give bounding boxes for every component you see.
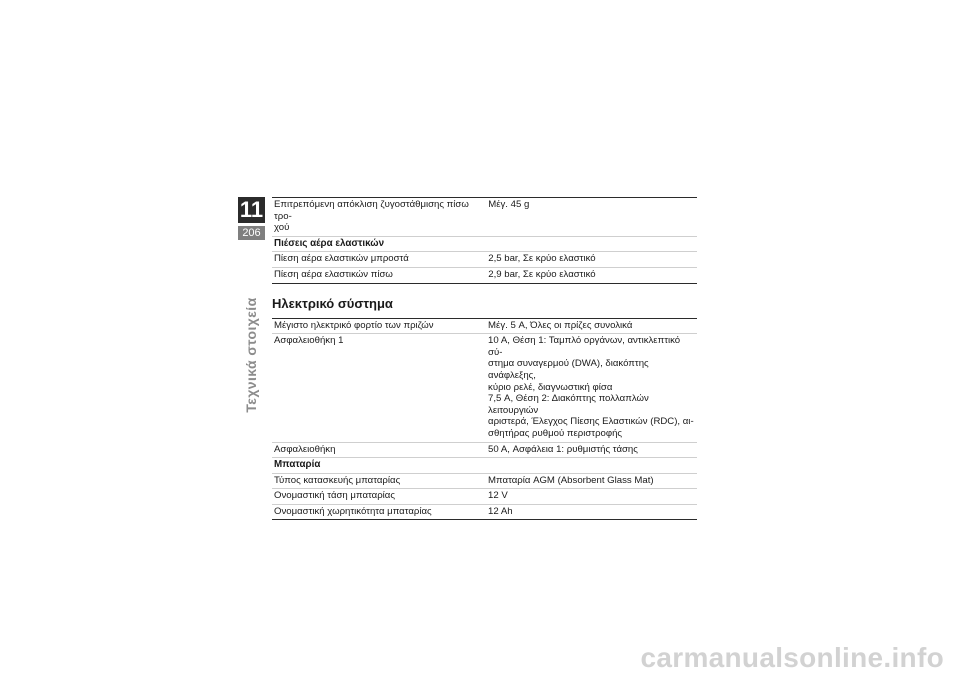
table-row bbox=[272, 504, 697, 520]
page-number: 206 bbox=[238, 226, 265, 240]
spec-label: Πίεση αέρα ελαστικών μπροστά bbox=[272, 252, 484, 268]
spec-value: 2,9 bar, Σε κρύο ελαστικό bbox=[484, 267, 697, 283]
subheading-label: Πιέσεις αέρα ελαστικών bbox=[272, 236, 697, 252]
spec-label: Επιτρεπόμενη απόκλιση ζυγοστάθμισης πίσω τρο- χού bbox=[272, 198, 484, 237]
tire-spec-rows bbox=[272, 198, 697, 284]
table-row bbox=[272, 473, 697, 489]
spec-value: 10 A, Θέση 1: Ταμπλό οργάνων, αντικλεπτικό σύ- στημα συναγερμού (DWA), διακόπτης ανάφλεξης, κύριο ρελέ, διαγνωστική φίσα 7,5 A, Θέση 2: Διακόπτης πολλαπλών λειτουργιών αριστερά, Έλεγχος Πίεσης Ελαστικών (RDC), αι- σθητήρας ρυθμού περιστροφής bbox=[484, 334, 697, 442]
table-row bbox=[272, 334, 697, 442]
spec-label: Ασφαλειοθήκη 1 bbox=[272, 334, 484, 442]
table-subheading bbox=[272, 458, 697, 474]
spec-label: Ασφαλειοθήκη bbox=[272, 442, 484, 458]
electrical-spec-table bbox=[272, 318, 697, 521]
subheading-label: Μπαταρία bbox=[272, 458, 697, 474]
spec-value: 12 V bbox=[484, 489, 697, 505]
table-row bbox=[272, 318, 697, 334]
table-row bbox=[272, 442, 697, 458]
spec-value: 50 A, Ασφάλεια 1: ρυθμιστής τάσης bbox=[484, 442, 697, 458]
spec-label: Ονομαστική τάση μπαταρίας bbox=[272, 489, 484, 505]
tire-spec-table bbox=[272, 197, 697, 284]
spec-value: Μπαταρία AGM (Absorbent Glass Mat) bbox=[484, 473, 697, 489]
spec-value: Μέγ. 45 g bbox=[484, 198, 697, 237]
table-subheading bbox=[272, 236, 697, 252]
spec-label: Τύπος κατασκευής μπαταρίας bbox=[272, 473, 484, 489]
spec-value: 2,5 bar, Σε κρύο ελαστικό bbox=[484, 252, 697, 268]
spec-content bbox=[272, 197, 697, 520]
spec-label: Πίεση αέρα ελαστικών πίσω bbox=[272, 267, 484, 283]
chapter-number-tab: 11 bbox=[239, 197, 264, 222]
chapter-title: Τεχνικά στοιχεία bbox=[243, 297, 259, 413]
table-row bbox=[272, 489, 697, 505]
spec-label: Ονομαστική χωρητικότητα μπαταρίας bbox=[272, 504, 484, 520]
table-row bbox=[272, 267, 697, 283]
table-row bbox=[272, 198, 697, 237]
spec-value: 12 Ah bbox=[484, 504, 697, 520]
section-heading-electrical: Ηλεκτρικό σύστημα bbox=[272, 295, 393, 311]
spec-value: Μέγ. 5 A, Όλες οι πρίζες συνολικά bbox=[484, 318, 697, 334]
table-row bbox=[272, 252, 697, 268]
spec-label: Μέγιστο ηλεκτρικό φορτίο των πριζών bbox=[272, 318, 484, 334]
electrical-spec-rows bbox=[272, 318, 697, 520]
watermark: carmanualsonline.info bbox=[640, 642, 944, 673]
